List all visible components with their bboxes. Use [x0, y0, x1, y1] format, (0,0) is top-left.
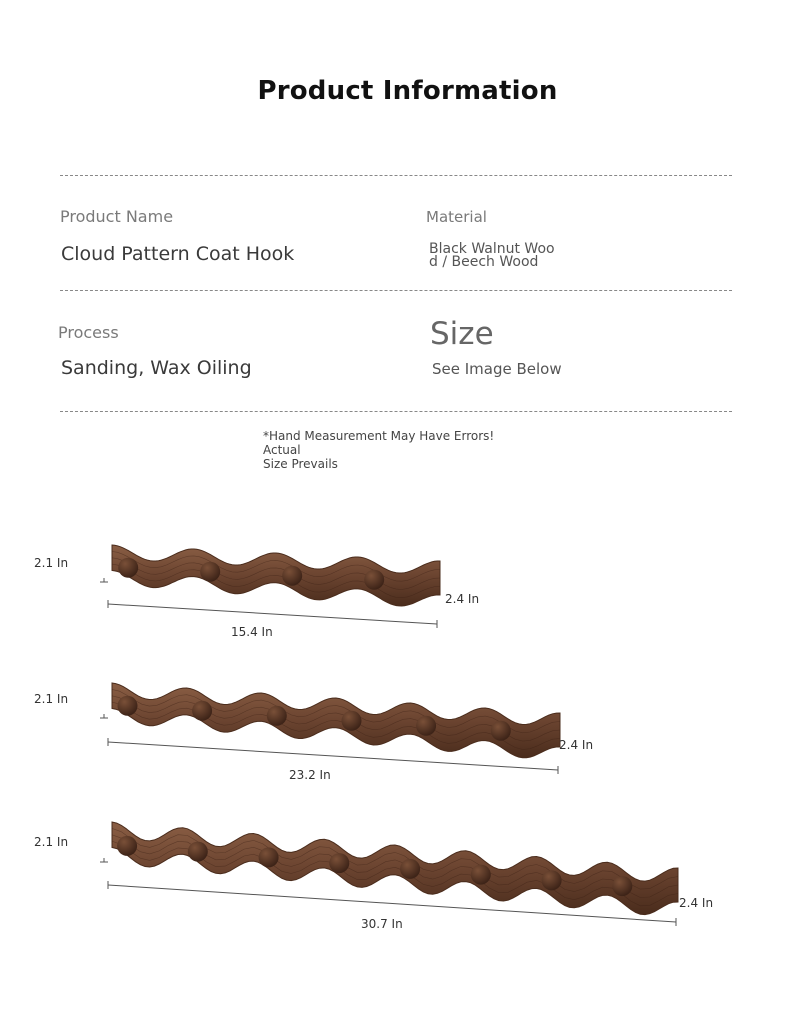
- hook-3-board: [112, 822, 678, 915]
- size-value: See Image Below: [432, 360, 562, 378]
- hook2-height-left: 2.1 In: [34, 692, 69, 706]
- product-name-value: Cloud Pattern Coat Hook: [61, 243, 295, 265]
- hook3-height-right: 2.4 In: [679, 896, 714, 910]
- process-value: Sanding, Wax Oiling: [61, 357, 252, 379]
- hook2-height-right: 2.4 In: [559, 738, 594, 752]
- page-title: Product Information: [257, 76, 558, 106]
- material-value-line2: d / Beech Wood: [429, 254, 539, 270]
- hook1-length: 15.4 In: [231, 625, 273, 639]
- size-label: Size: [430, 316, 494, 352]
- hook2-length: 23.2 In: [289, 768, 331, 782]
- hook-1-knob: [200, 562, 220, 582]
- hook-3-knob: [329, 853, 349, 873]
- product-name-label: Product Name: [60, 207, 174, 226]
- material-label: Material: [426, 208, 487, 226]
- hook-1-knob: [118, 558, 138, 578]
- measurement-note-line1: *Hand Measurement May Have Errors! Actual: [263, 429, 495, 457]
- hook-1-length-line: [108, 604, 437, 624]
- hook-3-knob: [471, 865, 491, 885]
- hook-2-knob: [267, 706, 287, 726]
- hook-2-knob: [118, 696, 138, 716]
- hook-3-knob: [188, 842, 208, 862]
- hook-2-knob: [416, 716, 436, 736]
- hook3-height-left: 2.1 In: [34, 835, 69, 849]
- hook-1-knob: [282, 566, 302, 586]
- material-value-line1: Black Walnut Woo: [429, 241, 555, 257]
- measurement-note-line2: Size Prevails: [263, 457, 338, 471]
- hook3-length: 30.7 In: [361, 917, 403, 931]
- hook-2-knob: [192, 701, 212, 721]
- process-label: Process: [58, 323, 119, 342]
- hook-3-knob: [400, 859, 420, 879]
- hook-2-knob: [491, 721, 511, 741]
- hook-3-knob: [117, 836, 137, 856]
- hook-3-knob: [612, 876, 632, 896]
- hook1-height-left: 2.1 In: [34, 556, 69, 570]
- hook-2-knob: [342, 711, 362, 731]
- hook-3-knob: [542, 870, 562, 890]
- hook1-height-right: 2.4 In: [445, 592, 480, 606]
- hook-2-length-line: [108, 742, 558, 770]
- hook-3-knob: [259, 847, 279, 867]
- hook-1-knob: [364, 570, 384, 590]
